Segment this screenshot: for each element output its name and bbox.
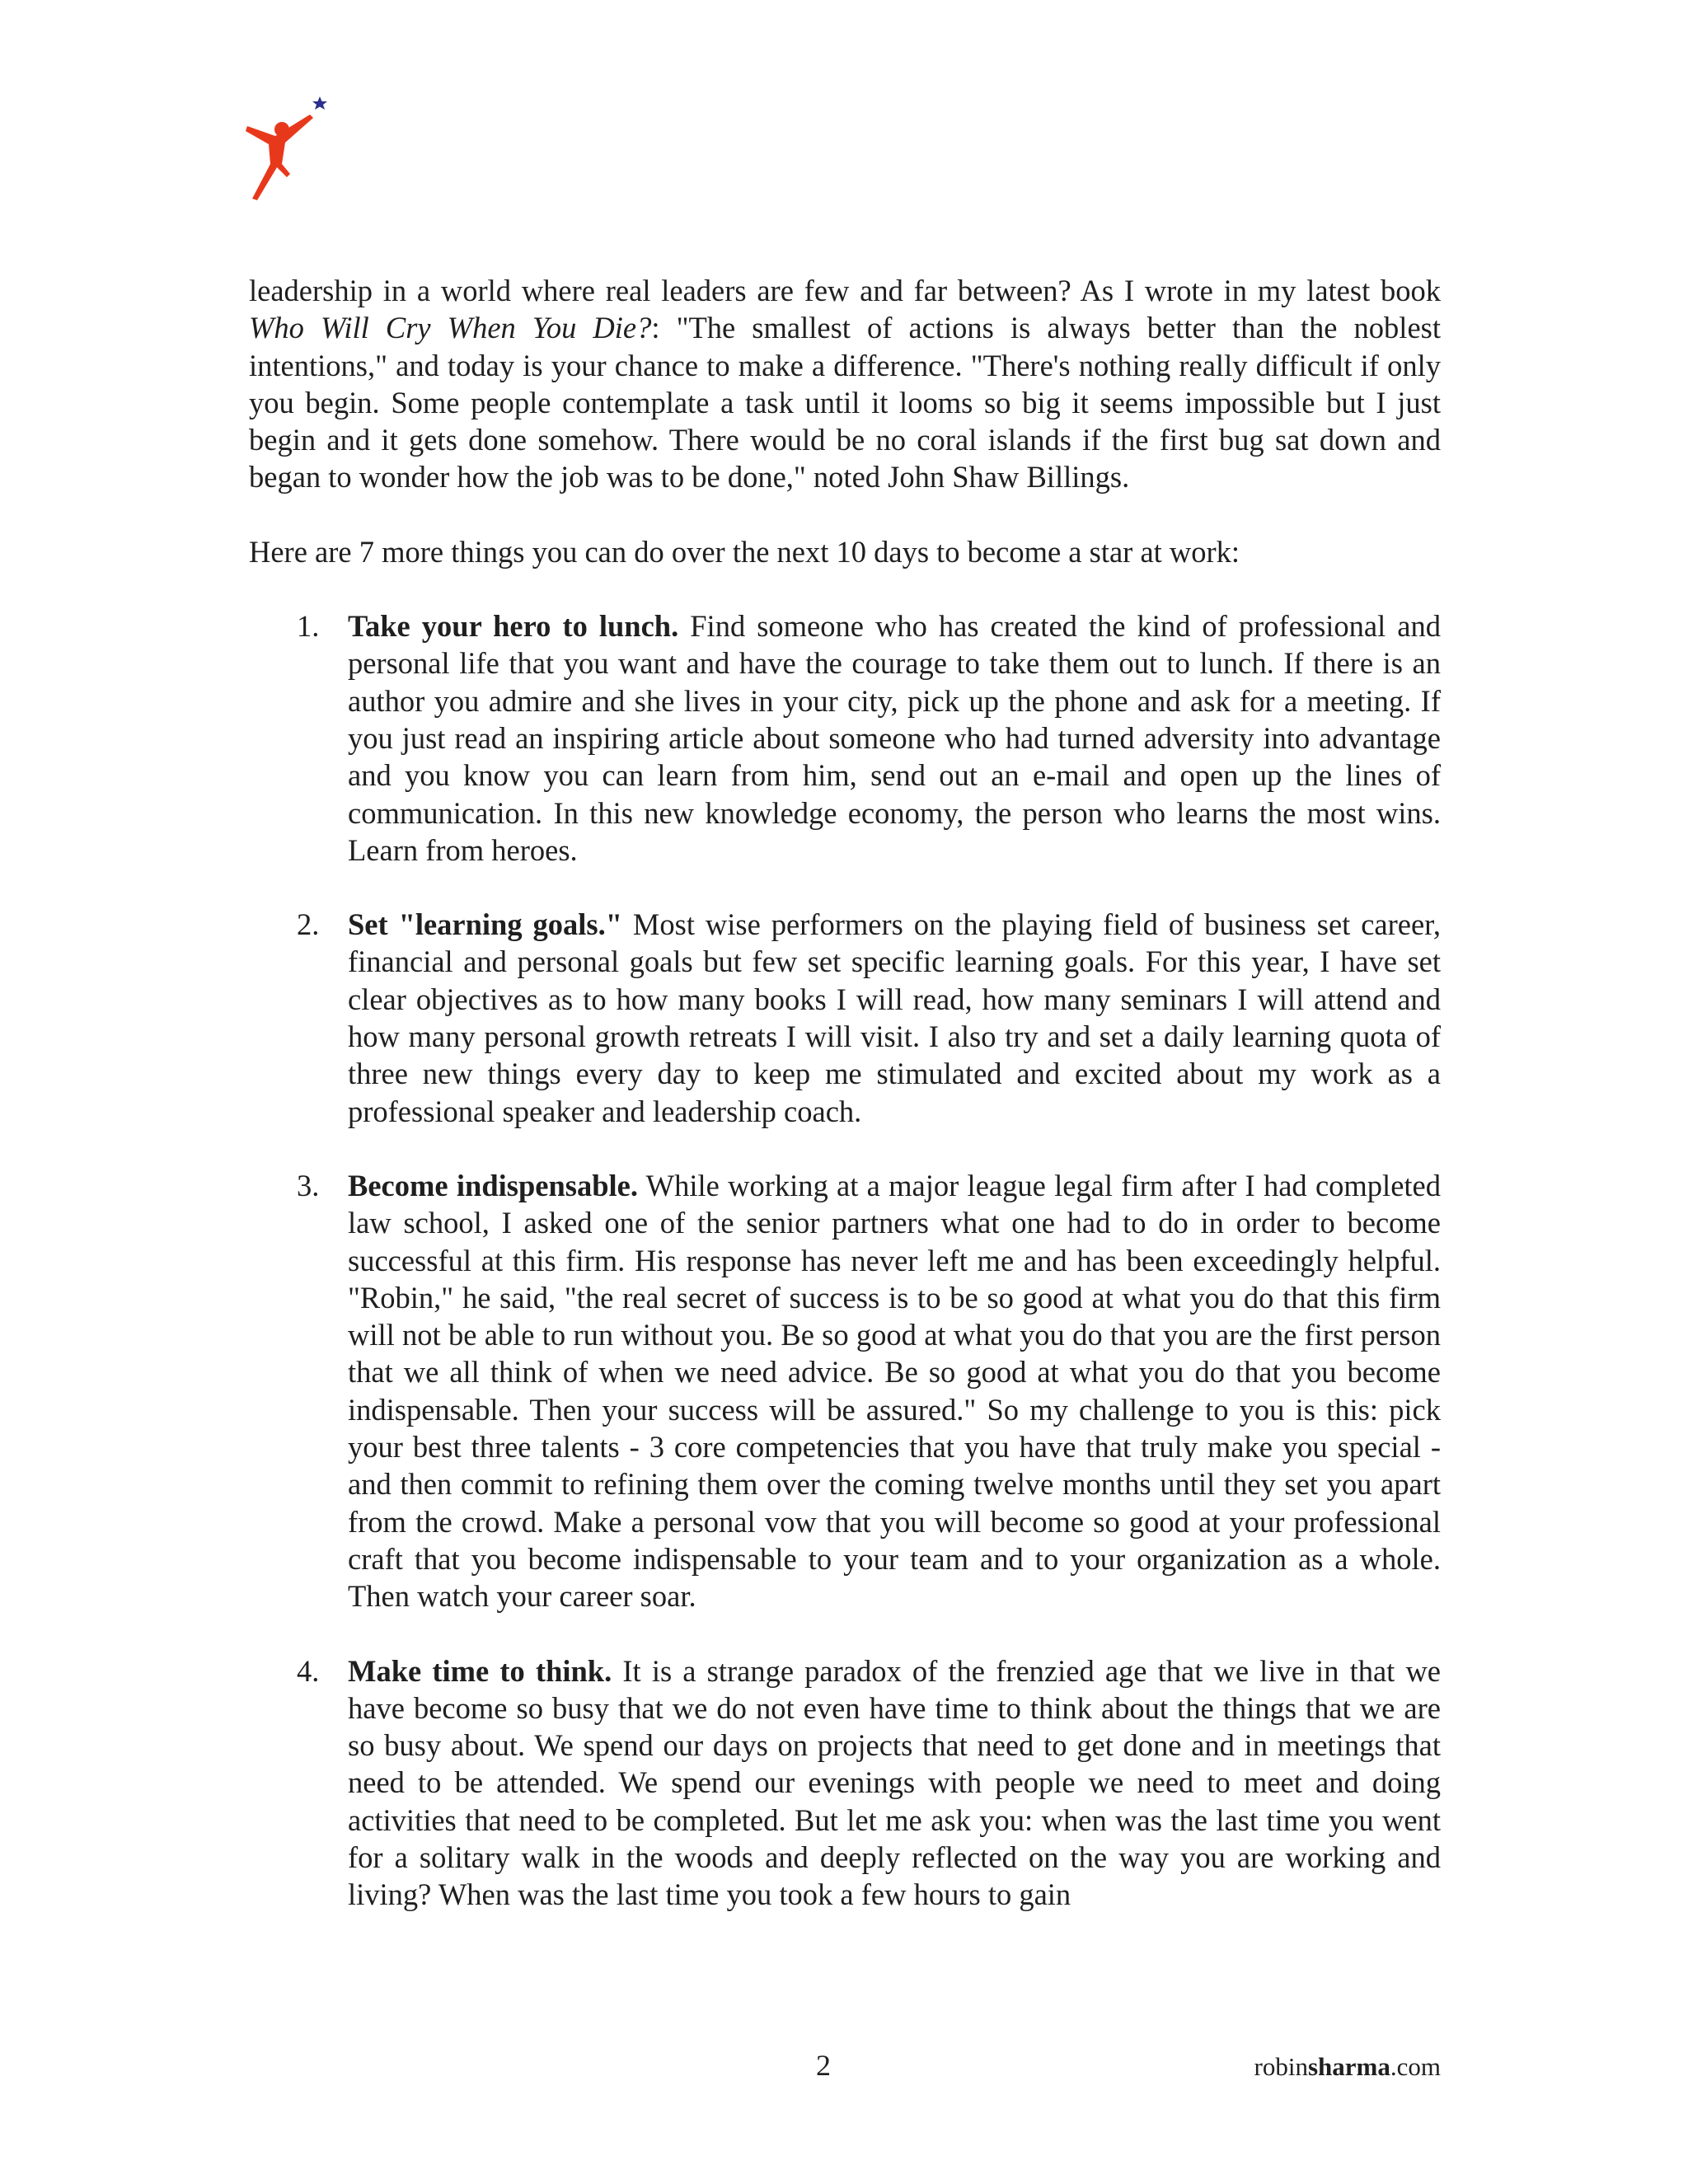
item-title: Make time to think.	[348, 1653, 612, 1688]
intro-text-start: leadership in a world where real leaders are few and far between? As I wrote in my latest book	[249, 274, 1441, 307]
item-number: 2.	[297, 907, 320, 942]
item-title: Become indispensable.	[348, 1168, 638, 1202]
star-icon	[312, 96, 327, 110]
intro-text-end: : "The smallest of actions is always better than the noblest intentions," and today is your chance to make a difference. "There's nothing really difficult if only you begin. Some people contemplate a task until it looms so big it seems impossible but I just begin and it gets done somehow. There would be no coral islands if the first bug sat down and began to wonder how the job was to be done," noted John Shaw Billings.	[249, 311, 1441, 494]
item-title: Set "learning goals."	[348, 907, 623, 942]
site-bold: sharma	[1307, 2052, 1390, 2081]
star-reaching-figure-logo	[239, 95, 330, 202]
list-item	[249, 1652, 1441, 1914]
site-suffix: .com	[1390, 2052, 1441, 2081]
item-number: 3.	[297, 1168, 320, 1202]
item-text: Most wise performers on the playing field of business set career, financial and personal goals but few set specific learning goals. For this year, I have set clear objectives as to how many books I will read, how many seminars I will attend and how many personal growth retreats I will visit. I also try and set a daily learning quota of three new things every day to keep me stimulated and excited about my work as a professional speaker and leadership coach.	[348, 907, 1441, 1128]
list-item	[249, 1167, 1441, 1615]
tips-list	[249, 607, 1441, 1914]
page-number: 2	[816, 2049, 831, 2082]
item-number: 1.	[297, 609, 320, 644]
site-prefix: robin	[1254, 2052, 1308, 2081]
item-number: 4.	[297, 1653, 320, 1688]
item-text: It is a strange paradox of the frenzied age that we live in that we have become so busy that we do not even have time to think about the things that we are so busy about. We spend our days on projects that need to get done and in meetings that need to be attended. We spend our evenings with people we need to meet and doing activities that need to be completed. But let me ask you: when was the last time you went for a solitary walk in the woods and deeply reflected on the way you are working and living? When was the last time you took a few hours to gain	[348, 1653, 1442, 1912]
book-title: Who Will Cry When You Die?	[249, 311, 652, 345]
lead-in-sentence: Here are 7 more things you can do over the next 10 days to become a star at work:	[249, 534, 1240, 569]
item-text: Find someone who has created the kind of professional and personal life that you want and have the courage to take them out to lunch. If there is an author you admire and she lives in your city, pick up the phone and ask for a meeting. If you just read an inspiring article about someone who had turned adversity into advantage and you know you can learn from him, send out an e-mail and open up the lines of communication. In this new knowledge economy, the person who learns the most wins. Learn from heroes.	[348, 609, 1441, 867]
item-title: Take your hero to lunch.	[348, 609, 679, 644]
article-body	[249, 272, 1441, 1951]
item-text: While working at a major league legal firm after I had completed law school, I asked one of the senior partners what one had to do in order to become successful at this firm. His response has never left me and has been exceedingly helpful. "Robin," he said, "the real secret of success is to be so good at what you do that this firm will not be able to run without you. Be so good at what you do that you are the first person that we all think of when we need advice. Be so good at what you do that you become indispensable. Then your success will be assured." So my challenge to you is this: pick your best three talents - 3 core competencies that you have that truly make you special - and then commit to refining them over the coming twelve months until they set you apart from the crowd. Make a personal vow that you will become so good at your professional craft that you become indispensable to your team and to your organization as a whole. Then watch your career soar.	[348, 1168, 1441, 1614]
list-item	[249, 607, 1441, 869]
website-footer	[1254, 2052, 1441, 2082]
intro-paragraph	[249, 272, 1441, 496]
list-item	[249, 906, 1441, 1130]
